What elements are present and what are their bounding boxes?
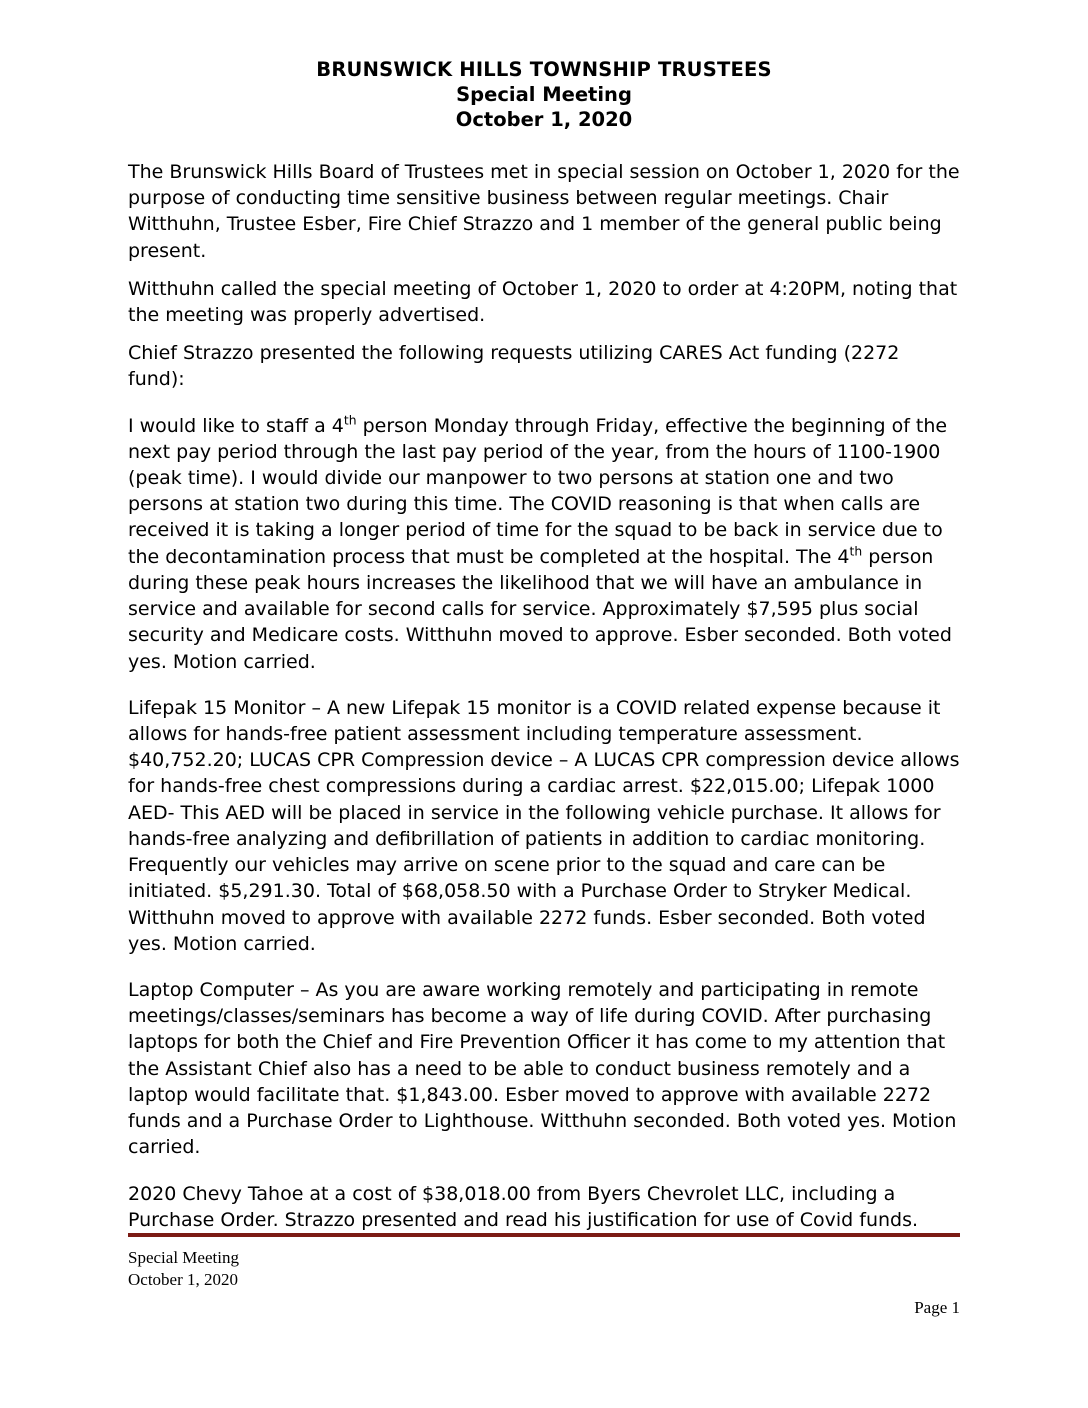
header-date-line: October 1, 2020 xyxy=(455,107,633,131)
paragraph-3: Chief Strazzo presented the following requests utilizing CARES Act funding (2272 fund): xyxy=(128,342,900,391)
paragraph-7-vehicle: 2020 Chevy Tahoe at a cost of $38,018.00 from Byers Chevrolet LLC, including a Purchase Order. Strazzo presented and read his justification for use of Covid funds. xyxy=(128,1182,919,1231)
paragraph-4-part-b: person Monday through Friday, effective the beginning of the next pay period through the last pay period of the year, from the hours of 1100-1900 (peak time). I would divide our manpower to two persons at station one and two persons at station two during this time. The COVID reasoning is that when calls are received it is taking a longer period of time for the squad to be back in service due to the decontamination process that must be completed at the hospital. The 4 xyxy=(128,414,948,568)
ordinal-suffix-1: th xyxy=(343,413,357,428)
footer-line-1: Special Meeting xyxy=(128,1248,239,1267)
footer-line-2: October 1, 2020 xyxy=(128,1270,239,1290)
paragraph-2: Witthuhn called the special meeting of October 1, 2020 to order at 4:20PM, noting that the meeting was properly advertised. xyxy=(128,277,958,326)
header-title-line: BRUNSWICK HILLS TOWNSHIP TRUSTEES xyxy=(316,58,772,81)
footer-divider xyxy=(128,1233,960,1237)
ordinal-suffix-2: th xyxy=(849,544,863,559)
paragraph-5-equipment: Lifepak 15 Monitor – A new Lifepak 15 monitor is a COVID related expense because it allows for hands-free patient assessment including temperature assessment. $40,752.20; LUCAS CPR Compression device – A LUCAS CPR compression device allows for hands-free chest compressions during a cardiac arrest. $22,015.00; Lifepak 1000 AED- This AED will be placed in service in the following vehicle purchase. It allows for hands-free analyzing and defibrillation of patients in addition to cardiac monitoring. Frequently our vehicles may arrive on scene prior to the squad and care can be initiated. $5,291.30. Total of $68,058.50 with a Purchase Order to Stryker Medical. Witthuhn moved to approve with available 2272 funds. Esber seconded. Both voted yes. Motion carried. xyxy=(128,696,960,955)
paragraph-4-part-c: person during these peak hours increases the likelihood that we will have an ambulance in service and available for second calls for service. Approximately $7,595 plus social security and Medicare costs. Witthuhn moved to approve. Esber seconded. Both voted yes. Motion carried. xyxy=(128,545,952,673)
document-body xyxy=(128,159,960,1233)
page-number: Page 1 xyxy=(914,1298,960,1317)
document-footer xyxy=(128,1247,960,1291)
document-header xyxy=(128,58,960,133)
paragraph-6-laptop: Laptop Computer – As you are aware working remotely and participating in remote meetings/classes/seminars has become a way of life during COVID. After purchasing laptops for both the Chief and Fire Prevention Officer it has come to my attention that the Assistant Chief also has a need to be able to conduct business remotely and a laptop would facilitate that. $1,843.00. Esber moved to approve with available 2272 funds and a Purchase Order to Lighthouse. Witthuhn seconded. Both voted yes. Motion carried. xyxy=(128,978,957,1159)
header-subtitle-line: Special Meeting xyxy=(456,82,632,106)
paragraph-4-staffing xyxy=(128,413,960,675)
paragraph-4-part-a: I would like to staff a 4 xyxy=(128,414,344,437)
paragraph-1: The Brunswick Hills Board of Trustees met in special session on October 1, 2020 for the purpose of conducting time sensitive business between regular meetings. Chair Witthuhn, Trustee Esber, Fire Chief Strazzo and 1 member of the general public being present. xyxy=(128,160,960,262)
